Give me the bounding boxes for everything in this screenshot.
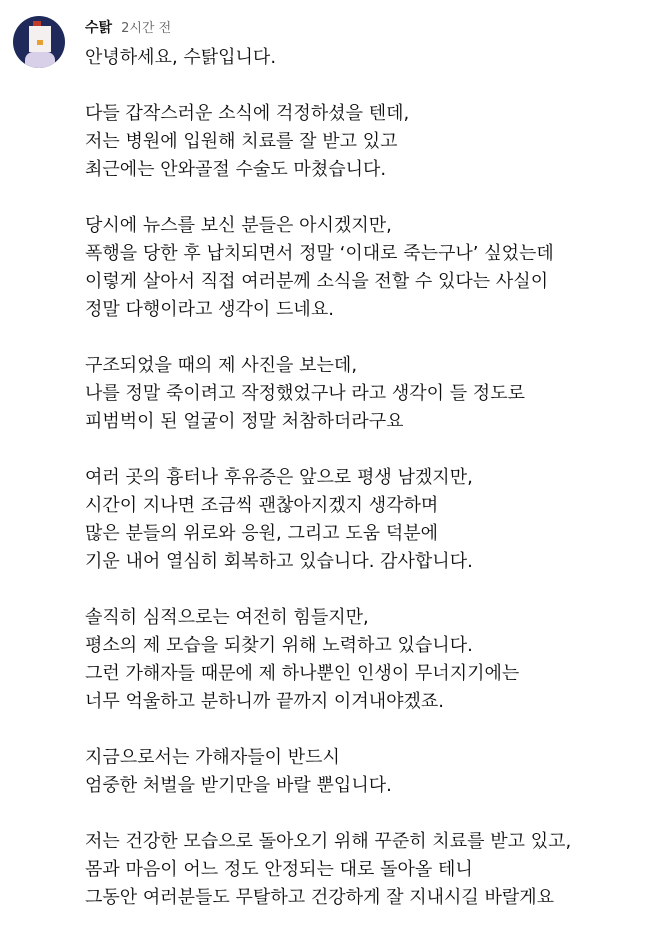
comment-line — [85, 436, 571, 464]
comment-line: 그런 가해자들 때문에 제 하나뿐인 인생이 무너지기에는 — [85, 663, 520, 684]
comment-line: 안녕하세요, 수탉입니다. — [85, 47, 277, 68]
comment-line: 솔직히 심적으로는 여전히 힘들지만, — [85, 607, 369, 628]
comment-line: 몸과 마음이 어느 정도 안정되는 대로 돌아올 테니 — [85, 859, 473, 880]
comment-line: 정말 다행이라고 생각이 드네요. — [85, 299, 334, 320]
comment-line: 기운 내어 열심히 회복하고 있습니다. 감사합니다. — [85, 551, 473, 572]
comment-line: 평소의 제 모습을 되찾기 위해 노력하고 있습니다. — [85, 635, 473, 656]
comment-line — [85, 184, 571, 212]
avatar-head — [29, 26, 51, 52]
comment-line: 당시에 뉴스를 보신 분들은 아시겠지만, — [85, 215, 392, 236]
comment-line: 여러 곳의 흉터나 후유증은 앞으로 평생 남겠지만, — [85, 467, 473, 488]
comment-line — [85, 324, 571, 352]
timestamp[interactable]: 2시간 전 — [121, 21, 172, 36]
comment-line: 저는 병원에 입원해 치료를 잘 받고 있고 — [85, 131, 398, 152]
comment-line — [85, 72, 571, 100]
comment-text — [85, 44, 571, 912]
comment-line: 나를 정말 죽이려고 작정했었구나 라고 생각이 들 정도로 — [85, 383, 525, 404]
comment-header — [85, 17, 171, 37]
comment-line: 너무 억울하고 분하니까 끝까지 이겨내야겠죠. — [85, 691, 444, 712]
comment-line: 다들 갑작스러운 소식에 걱정하셨을 텐데, — [85, 103, 410, 124]
comment-line: 지금으로서는 가해자들이 반드시 — [85, 747, 340, 768]
comment-line — [85, 576, 571, 604]
avatar-beak — [37, 40, 43, 45]
comment-line — [85, 716, 571, 744]
comment-line: 폭행을 당한 후 납치되면서 정말 ‘이대로 죽는구나’ 싶었는데 — [85, 243, 554, 264]
comment-line: 피범벅이 된 얼굴이 정말 처참하더라구요 — [85, 411, 404, 432]
author-name[interactable]: 수탉 — [85, 20, 113, 36]
comment-line: 시간이 지나면 조금씩 괜찮아지겠지 생각하며 — [85, 495, 439, 516]
comment-line: 그동안 여러분들도 무탈하고 건강하게 잘 지내시길 바랄게요 — [85, 887, 555, 908]
comment-line: 최근에는 안와골절 수술도 마쳤습니다. — [85, 159, 387, 180]
avatar-body — [25, 52, 55, 68]
comment-line: 저는 건강한 모습으로 돌아오기 위해 꾸준히 치료를 받고 있고, — [85, 831, 572, 852]
comment-line: 구조되었을 때의 제 사진을 보는데, — [85, 355, 358, 376]
comment-line — [85, 800, 571, 828]
comment-line: 엄중한 처벌을 받기만을 바랄 뿐입니다. — [85, 775, 392, 796]
comment-line: 많은 분들의 위로와 응원, 그리고 도움 덕분에 — [85, 523, 439, 544]
comment-line: 이렇게 살아서 직접 여러분께 소식을 전할 수 있다는 사실이 — [85, 271, 549, 292]
avatar[interactable] — [13, 16, 65, 68]
